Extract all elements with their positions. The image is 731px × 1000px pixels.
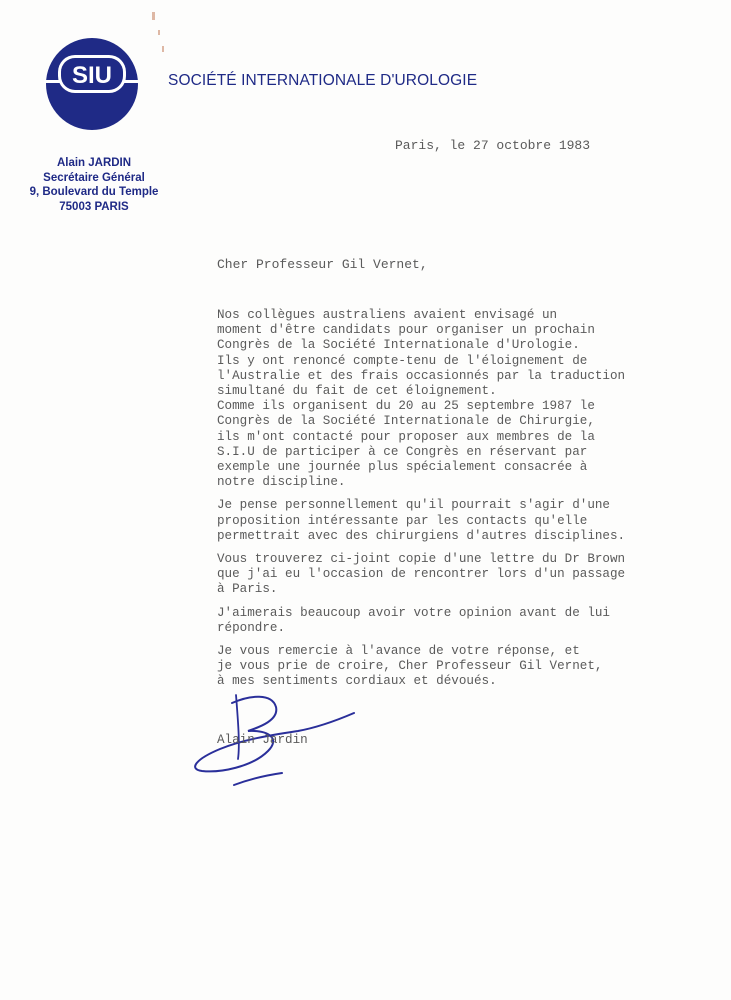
text-line: Comme ils organisent du 20 au 25 septembre 1987 le bbox=[217, 399, 595, 414]
sender-title: Secrétaire Général bbox=[43, 171, 145, 184]
sender-city: 75003 PARIS bbox=[59, 200, 129, 213]
text-line: Je vous remercie à l'avance de votre réponse, et bbox=[217, 644, 580, 659]
text-line: que j'ai eu l'occasion de rencontrer lors d'un passage bbox=[217, 567, 626, 582]
siu-logo bbox=[44, 36, 140, 132]
text-line: Je pense personnellement qu'il pourrait s'agir d'une bbox=[217, 498, 610, 513]
letter-body bbox=[217, 308, 687, 698]
date-line: Paris, le 27 octobre 1983 bbox=[395, 138, 591, 153]
paper-speck bbox=[158, 30, 160, 35]
text-line: répondre. bbox=[217, 620, 286, 635]
paragraph bbox=[217, 606, 687, 636]
sender-block bbox=[0, 156, 188, 214]
sender-name: Alain JARDIN bbox=[56, 157, 132, 169]
text-line: à mes sentiments cordiaux et dévoués. bbox=[217, 674, 497, 689]
text-line: simultané du fait de cet éloignement. bbox=[217, 384, 497, 399]
logo-text: SIU bbox=[71, 62, 113, 89]
paragraph bbox=[217, 498, 687, 544]
organization-name: SOCIÉTÉ INTERNATIONALE D'UROLOGIE bbox=[168, 72, 478, 89]
text-line: Vous trouverez ci-joint copie d'une lettre du Dr Brown bbox=[217, 552, 626, 567]
text-line: l'Australie et des frais occasionnés par la traduction bbox=[217, 368, 626, 383]
text-line: moment d'être candidats pour organiser un prochain bbox=[217, 323, 595, 338]
text-line: Ils y ont renoncé compte-tenu de l'éloignement de bbox=[217, 353, 588, 368]
text-line: exemple une journée plus spécialement consacrée à bbox=[217, 460, 588, 475]
paper-speck bbox=[162, 46, 164, 52]
text-line: proposition intéressante par les contacts qu'elle bbox=[217, 513, 588, 528]
sender-street: 9, Boulevard du Temple bbox=[29, 186, 159, 198]
text-line: à Paris. bbox=[217, 582, 278, 597]
paragraph bbox=[217, 552, 687, 598]
text-line: J'aimerais beaucoup avoir votre opinion avant de lui bbox=[217, 605, 610, 620]
text-line: notre discipline. bbox=[217, 475, 346, 490]
text-line: ils m'ont contacté pour proposer aux membres de la bbox=[217, 429, 595, 444]
signature-name: Alain Jardin bbox=[217, 733, 308, 747]
text-line: Congrès de la Société Internationale d'Urologie. bbox=[217, 338, 580, 353]
text-line: S.I.U de participer à ce Congrès en réservant par bbox=[217, 444, 588, 459]
paragraph bbox=[217, 308, 687, 490]
paper-speck bbox=[152, 12, 155, 20]
text-line: Congrès de la Société Internationale de Chirurgie, bbox=[217, 414, 595, 429]
text-line: Nos collègues australiens avaient envisagé un bbox=[217, 308, 558, 322]
text-line: je vous prie de croire, Cher Professeur Gil Vernet, bbox=[217, 659, 603, 674]
text-line: permettrait avec des chirurgiens d'autres disciplines. bbox=[217, 528, 626, 543]
salutation: Cher Professeur Gil Vernet, bbox=[217, 257, 428, 272]
